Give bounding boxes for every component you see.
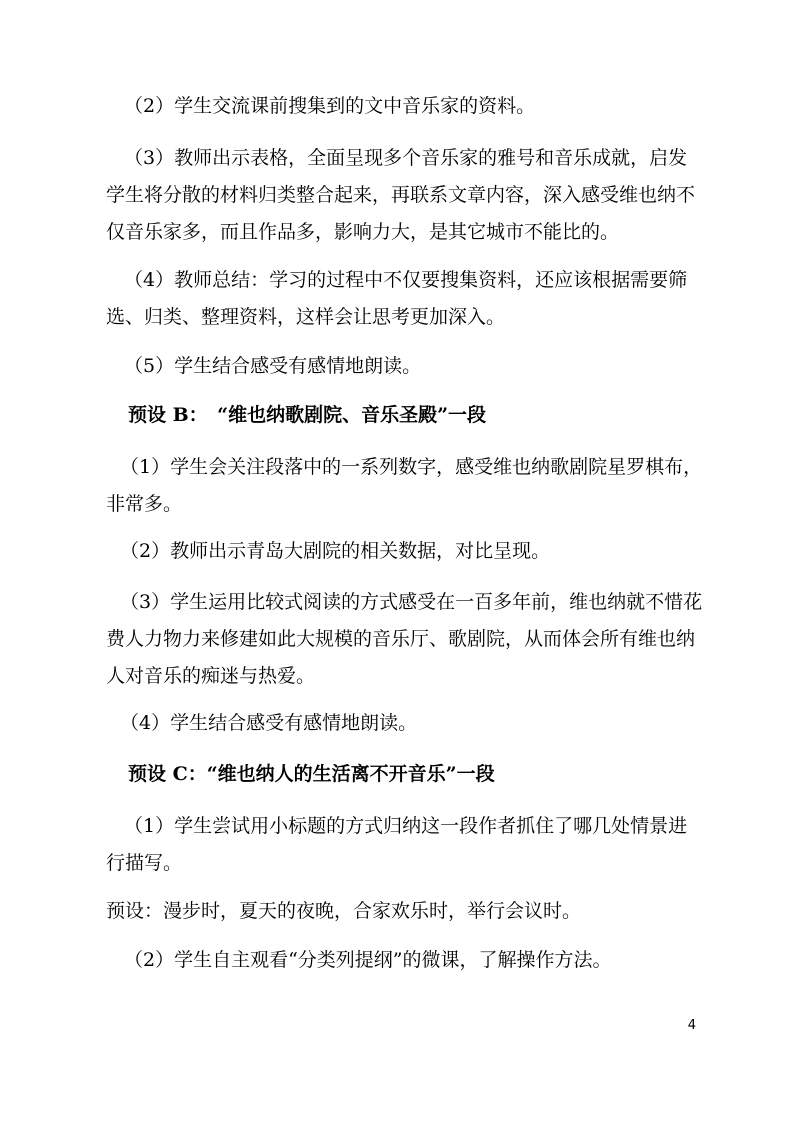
paragraph-c-step-1	[106, 808, 712, 882]
text-line: 行描写。	[106, 852, 183, 874]
text-line: 选、归类、整理资料，这样会让思考更加深入。	[106, 306, 506, 328]
paragraph-step-5-read	[124, 348, 712, 385]
text-line: （4）教师总结：学习的过程中不仅要搜集资料，还应该根据需要筛	[124, 269, 688, 291]
text-line: 非常多。	[106, 493, 183, 515]
text-line: 预设 C：“维也纳人的生活离不开音乐”一段	[128, 763, 495, 785]
page-number: 4	[687, 1018, 696, 1033]
text-line: （5）学生结合感受有感情地朗读。	[124, 355, 422, 377]
text-line: （1）学生会关注段落中的一系列数字，感受维也纳歌剧院星罗棋布，	[120, 456, 703, 478]
paragraph-b-step-2	[120, 533, 708, 570]
text-line: （1）学生尝试用小标题的方式归纳这一段作者抓住了哪几处情景进	[124, 815, 688, 837]
text-line: （2）学生交流课前搜集到的文中音乐家的资料。	[124, 95, 536, 117]
paragraph-step-3-table	[106, 140, 694, 251]
paragraph-step-2-share	[124, 88, 712, 125]
paragraph-c-preset-answer	[106, 893, 694, 930]
text-line: （3）学生运用比较式阅读的方式感受在一百多年前，维也纳就不惜花	[120, 591, 703, 613]
heading-preset-b	[128, 397, 716, 434]
paragraph-step-4-summary	[106, 262, 694, 336]
paragraph-b-step-3	[106, 584, 708, 695]
paragraph-b-step-1	[106, 449, 708, 523]
paragraph-c-step-2	[124, 942, 712, 979]
text-line: （3）教师出示表格，全面呈现多个音乐家的雅号和音乐成就，启发	[124, 147, 688, 169]
text-line: 学生将分散的材料归类整合起来，再联系文章内容，深入感受维也纳不	[106, 184, 696, 206]
text-line: 费人力物力来修建如此大规模的音乐厅、歌剧院，从而体会所有维也纳	[106, 628, 696, 650]
heading-preset-c	[128, 756, 716, 793]
text-line: 人对音乐的痴迷与热爱。	[106, 665, 316, 687]
text-line: （2）学生自主观看“分类列提纲”的微课，了解操作方法。	[124, 949, 612, 971]
paragraph-b-step-4	[120, 705, 708, 742]
text-line: （2）教师出示青岛大剧院的相关数据，对比呈现。	[120, 540, 551, 562]
text-line: 预设 B： “维也纳歌剧院、音乐圣殿”一段	[128, 404, 487, 426]
text-line: 仅音乐家多，而且作品多，影响力大，是其它城市不能比的。	[106, 221, 620, 243]
text-line: （4）学生结合感受有感情地朗读。	[120, 712, 418, 734]
text-line: 预设：漫步时，夏天的夜晚，合家欢乐时，举行会议时。	[106, 900, 582, 922]
